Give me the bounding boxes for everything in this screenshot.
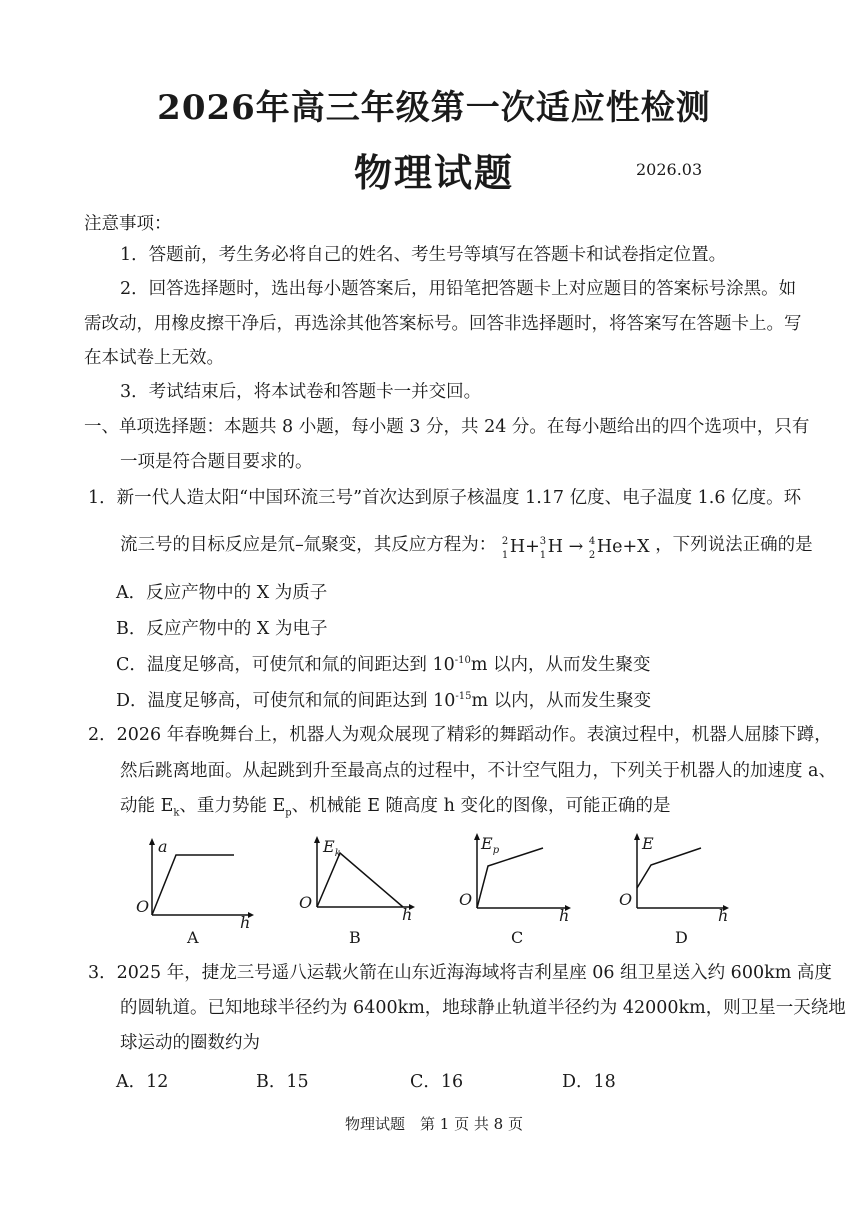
graph-d-origin: O	[619, 890, 633, 909]
graph-b-curve	[317, 853, 403, 907]
q3-line-2: 的圆轨道。已知地球半径约为 6400km，地球静止轨道半径约为 42000km，则卫星一天绕地	[120, 998, 846, 1018]
notes-item-2-line-2: 需改动，用橡皮擦干净后，再选涂其他答案标号。回答非选择题时，将答案写在答题卡上。写	[84, 314, 802, 334]
eq-h2: H	[509, 537, 526, 557]
graph-d-plot	[615, 830, 735, 940]
q1-line-2-suffix: ，下列说法正确的是	[655, 535, 813, 555]
notes-item-2-line-3: 在本试卷上无效。	[84, 348, 224, 368]
eq-plus-1: +	[525, 537, 540, 557]
graph-d-y-arrow	[634, 833, 640, 840]
exam-date: 2026.03	[636, 160, 703, 179]
eq-h3: H	[547, 537, 564, 557]
section-1-line-2: 一项是符合题目要求的。	[120, 452, 313, 472]
exam-title: 2026年高三年级第一次适应性检测	[157, 88, 711, 128]
eq-he: He	[596, 537, 623, 557]
q1-option-c-exponent: -10	[454, 655, 471, 667]
graph-b-y-arrow	[314, 836, 320, 843]
eq-h2-z: 1	[501, 549, 509, 561]
graph-c-curve	[477, 848, 543, 908]
q3-option-a: A．12	[116, 1072, 169, 1092]
q2-line-2: 然后跳离地面。从起跳到升至最高点的过程中，不计空气阻力，下列关于机器人的加速度 a、	[120, 761, 836, 781]
eq-plus-x: +X	[622, 537, 650, 557]
graph-c-plot	[455, 830, 575, 940]
q1-option-a: A．反应产物中的 X 为质子	[116, 583, 328, 603]
graph-c-origin: O	[459, 890, 473, 909]
q2-graph-b-label: B	[349, 928, 361, 947]
notes-heading: 注意事项：	[84, 214, 172, 234]
graph-b-y-label: $E_k$	[323, 837, 341, 860]
graph-b-x-label: h	[402, 905, 413, 924]
graph-a-curve	[152, 855, 234, 915]
eq-h3-mass: 3	[539, 535, 547, 547]
q2-graph-c-label: C	[511, 928, 524, 947]
q3-option-c: C．16	[410, 1072, 464, 1092]
graph-d-x-label: h	[718, 906, 729, 925]
graph-a-x-label: h	[240, 913, 251, 932]
q1-line-2	[120, 535, 813, 561]
q3-line-3: 球运动的圈数约为	[120, 1033, 260, 1053]
section-1-line-1: 一、单项选择题：本题共 8 小题，每小题 3 分，共 24 分。在每小题给出的四个选项中，只有	[84, 417, 810, 437]
notes-item-3: 3．考试结束后，将本试卷和答题卡一并交回。	[120, 382, 482, 402]
q1-line-1: 1．新一代人造太阳“中国环流三号”首次达到原子核温度 1.17 亿度、电子温度 1.6 亿度。环	[88, 488, 802, 508]
q2-graph-d-label: D	[675, 928, 688, 947]
q1-option-b: B．反应产物中的 X 为电子	[116, 619, 328, 639]
q1-option-d-exponent: -15	[455, 691, 472, 703]
graph-c-y-label: $E_p$	[481, 834, 500, 857]
eq-he-mass: 4	[588, 535, 596, 547]
graph-c-y-arrow	[474, 833, 480, 840]
graph-a-y-arrow	[149, 838, 155, 845]
graph-a-y-label: a	[158, 837, 168, 856]
notes-item-1: 1．答题前，考生务必将自己的姓名、考生号等填写在答题卡和试卷指定位置。	[120, 245, 727, 265]
eq-h2-mass: 2	[501, 535, 509, 547]
q2-graph-d	[615, 830, 735, 940]
q1-equation	[501, 535, 650, 561]
subject-title: 物理试题	[353, 150, 514, 195]
eq-arrow: →	[568, 537, 584, 557]
q1-option-c: C．温度足够高，可使氘和氚的间距达到 $10^{-10}m$ 以内，从而发生聚变	[116, 655, 651, 675]
q2-graph-c	[455, 830, 575, 940]
graph-b-origin: O	[299, 893, 313, 912]
q3-option-b: B．15	[256, 1072, 309, 1092]
q2-graph-a-label: A	[187, 928, 199, 947]
graph-a-origin: O	[136, 897, 150, 916]
q2-line-1: 2．2026 年春晚舞台上，机器人为观众展现了精彩的舞蹈动作。表演过程中，机器人屈膝下蹲，	[88, 725, 832, 745]
eq-h3-z: 1	[539, 549, 547, 561]
eq-he-z: 2	[588, 549, 596, 561]
q1-line-2-prefix: 流三号的目标反应是氘–氚聚变，其反应方程为：	[120, 535, 497, 555]
q3-option-d: D．18	[562, 1072, 616, 1092]
q2-line-3: 动能 $E_k$、重力势能 $E_p$、机械能 E 随高度 h 变化的图像，可能正确的是	[120, 796, 671, 819]
notes-item-2-line-1: 2．回答选择题时，选出每小题答案后，用铅笔把答题卡上对应题目的答案标号涂黑。如	[120, 279, 797, 299]
q3-line-1: 3．2025 年，捷龙三号遥八运载火箭在山东近海海域将吉利星座 06 组卫星送入约 600km 高度	[88, 963, 832, 983]
graph-d-y-label: E	[642, 834, 654, 853]
graph-c-x-label: h	[559, 906, 570, 925]
q1-option-d: D．温度足够高，可使氘和氚的间距达到 $10^{-15}m$ 以内，从而发生聚变	[116, 691, 652, 711]
page-footer: 物理试题 第 1 页 共 8 页	[345, 1115, 523, 1133]
